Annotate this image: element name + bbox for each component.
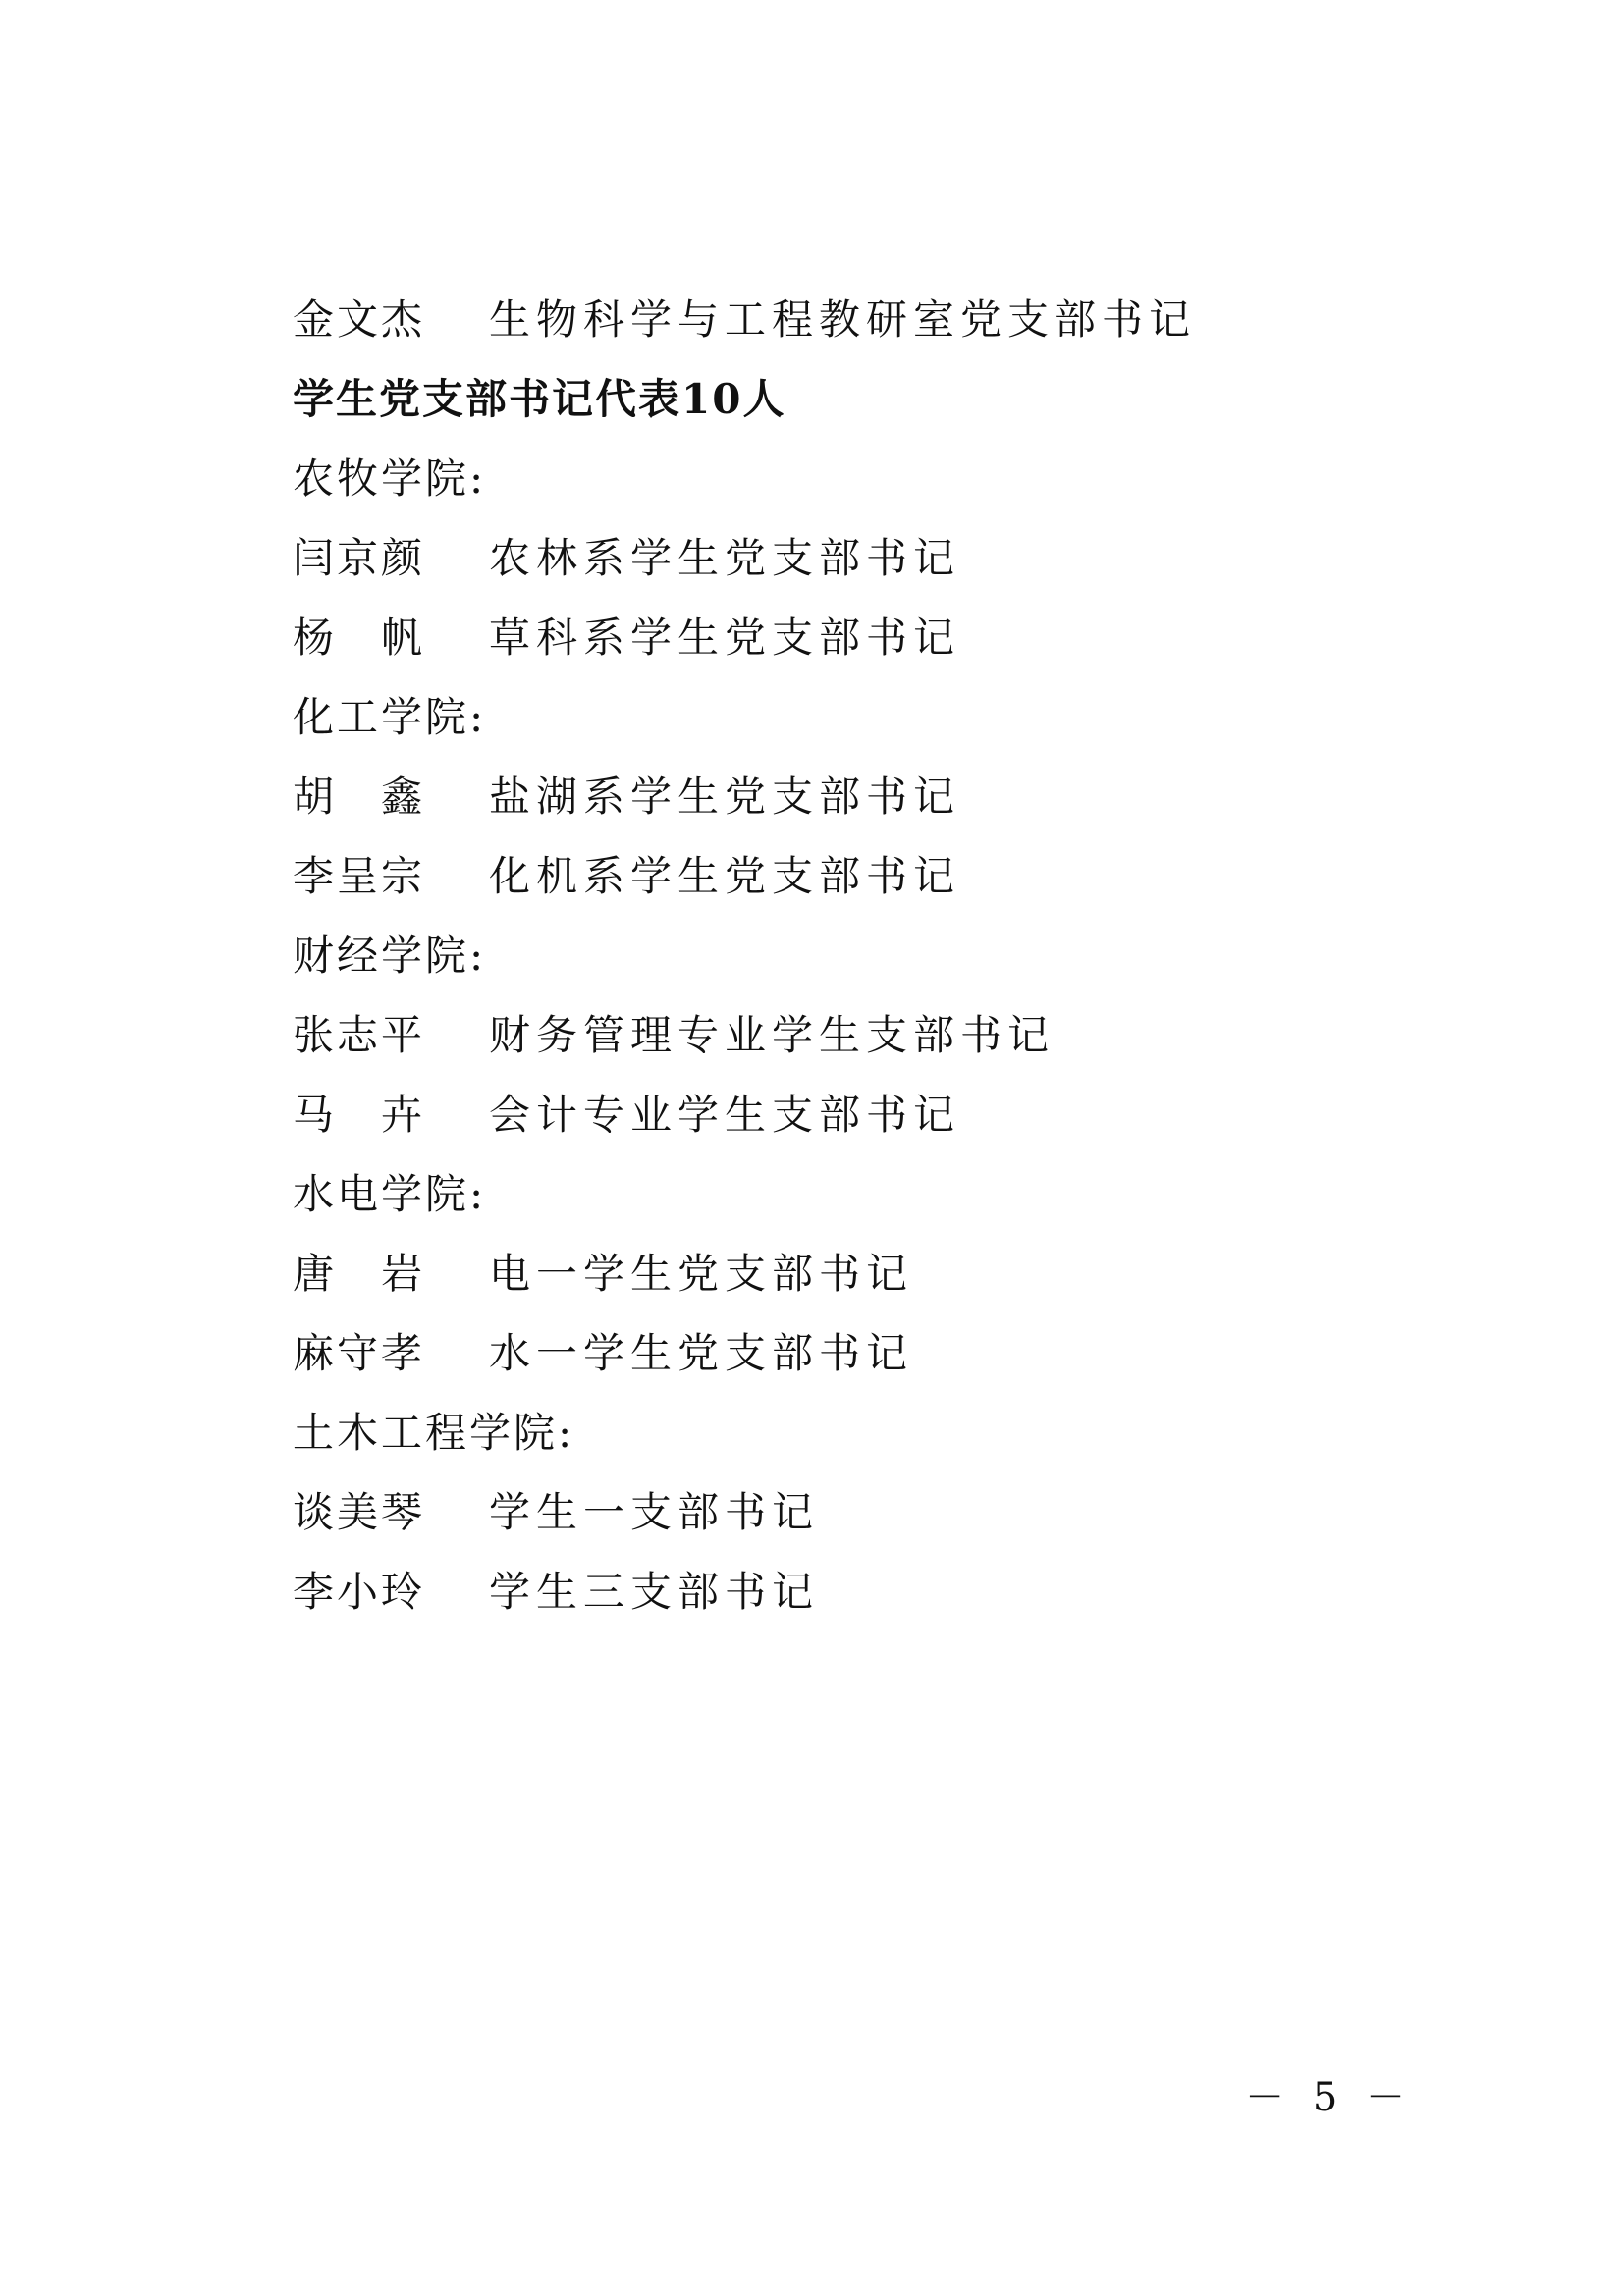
document-body: [293, 280, 1373, 1631]
college-label: 农牧学院:: [293, 454, 487, 503]
member-entry: [293, 836, 1373, 916]
member-name: 杨 帆: [293, 614, 426, 662]
college-label: 水电学院:: [293, 1170, 487, 1218]
member-name: 闫京颜: [293, 534, 426, 582]
member-name: 金文杰: [293, 295, 426, 344]
college-label: 财经学院:: [293, 932, 487, 980]
page-number: － 5 －: [1245, 2075, 1413, 2120]
member-name: 胡 鑫: [293, 773, 426, 821]
member-role: 学生一支部书记: [489, 1488, 820, 1536]
member-name: 李呈宗: [293, 852, 426, 900]
member-role: 农林系学生党支部书记: [489, 534, 961, 582]
member-entry: [293, 1313, 1373, 1393]
college-label: 土木工程学院:: [293, 1409, 575, 1457]
member-entry: [293, 280, 1373, 359]
member-name: 麻守孝: [293, 1329, 426, 1377]
member-entry: [293, 518, 1373, 598]
section-heading: 学生党支部书记代表10人: [293, 375, 786, 423]
member-name: 马 卉: [293, 1091, 426, 1139]
member-role: 草科系学生党支部书记: [489, 614, 961, 662]
member-role: 会计专业学生支部书记: [489, 1091, 961, 1139]
member-role: 盐湖系学生党支部书记: [489, 773, 961, 821]
member-role: 水一学生党支部书记: [489, 1329, 914, 1377]
member-role: 财务管理专业学生支部书记: [489, 1011, 1056, 1059]
member-entry: [293, 1472, 1373, 1552]
member-entry: [293, 1234, 1373, 1313]
member-name: 李小玲: [293, 1568, 426, 1616]
member-entry: [293, 598, 1373, 677]
member-name: 谈美琴: [293, 1488, 426, 1536]
member-entry: [293, 995, 1373, 1075]
member-entry: [293, 1552, 1373, 1631]
member-name: 张志平: [293, 1011, 426, 1059]
member-role: 电一学生党支部书记: [489, 1250, 914, 1298]
member-role: 生物科学与工程教研室党支部书记: [489, 295, 1197, 344]
member-entry: [293, 757, 1373, 836]
member-name: 唐 岩: [293, 1250, 426, 1298]
member-role: 化机系学生党支部书记: [489, 852, 961, 900]
college-label: 化工学院:: [293, 693, 487, 741]
member-role: 学生三支部书记: [489, 1568, 820, 1616]
member-entry: [293, 1075, 1373, 1154]
